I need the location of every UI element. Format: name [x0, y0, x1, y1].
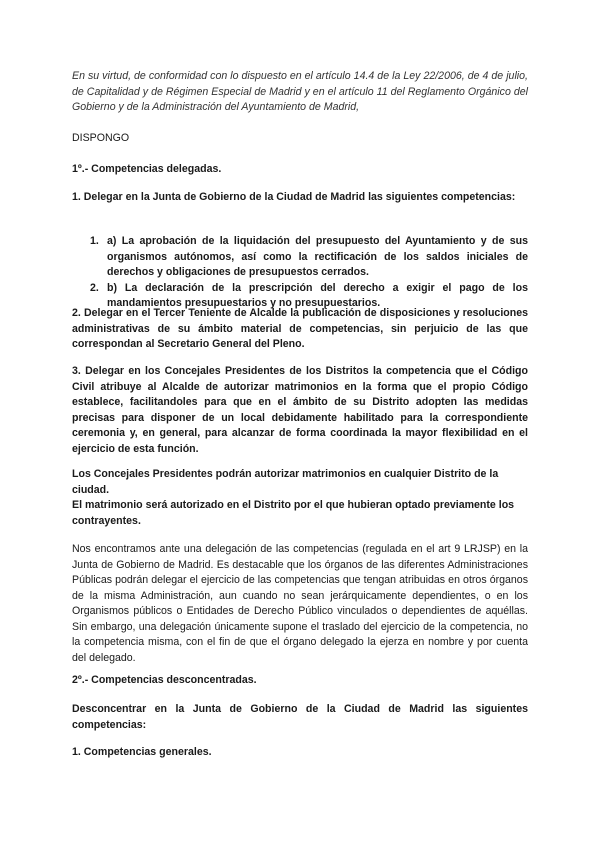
item-1-paragraph: 1. Delegar en la Junta de Gobierno de la Ciudad de Madrid las siguientes competencias: — [72, 191, 516, 203]
concejales-paragraph — [72, 467, 528, 529]
section-2-title: 2º.- Competencias desconcentradas. — [72, 674, 257, 686]
item-3-paragraph: 3. Delegar en los Concejales Presidentes de los Distritos la competencia que el Código Civil atribuye al Alcalde de autorizar matrimonios en la forma que el propio Código establece, facilitandoles para que en el ámbito de su Distrito adopten las medidas precisas para disponer de un local debidamente habilitado para la correspondiente ceremonia y, en general, para alcanzar de forma coordinada la mayor flexibilidad en el ejercicio de esta función. — [72, 365, 528, 455]
item-2-paragraph: 2. Delegar en el Tercer Teniente de Alcalde la publicación de disposiciones y resoluciones administrativas de su ámbito material de competencias, sin perjuicio de las que correspondan al Secretario General del Pleno. — [72, 307, 528, 350]
commentary-paragraph: Nos encontramos ante una delegación de las competencias (regulada en el art 9 LRJSP) en la Junta de Gobierno de Madrid. Es destacable que los órganos de las diferentes Administraciones Públicas podrán delegar el ejercicio de las competencias que tengan atribuidas en otros órganos de la misma Administración, aun cuando no sean jerárquicamente dependientes, o en los Organismos públicos o Entidades de Derecho Público vinculados o dependientes de aquéllas. Sin embargo, una delegación únicamente supone el traslado del ejercicio de la competencia, no la competencia misma, con el fin de que el órgano delegado la ejerza en nombre y por cuenta del delegado. — [72, 543, 528, 664]
concejales-line-1: Los Concejales Presidentes podrán autorizar matrimonios en cualquier Distrito de la ciudad. — [72, 468, 499, 496]
dispongo-heading: DISPONGO — [72, 132, 130, 144]
list-item-text: a) La aprobación de la liquidación del presupuesto del Ayuntamiento y de sus organismos autónomos, así como la rectificación de los saldos iniciales de derechos y obligaciones de presupuestos cerrados. — [107, 235, 528, 278]
subsection-1-title: 1. Competencias generales. — [72, 746, 212, 758]
intro-paragraph: En su virtud, de conformidad con lo dispuesto en el artículo 14.4 de la Ley 22/2006, de 4 de julio, de Capitalidad y de Régimen Especial de Madrid y en el artículo 11 del Reglamento Orgánico del Gobierno y de la Administración del Ayuntamiento de Madrid, — [72, 70, 528, 113]
list-item — [90, 234, 528, 281]
list-item-number: 1. — [90, 235, 99, 247]
desconcentrar-paragraph: Desconcentrar en la Junta de Gobierno de la Ciudad de Madrid las siguientes competencias: — [72, 703, 528, 731]
concejales-line-2: El matrimonio será autorizado en el Distrito por el que hubieran optado previamente los contrayentes. — [72, 499, 515, 527]
section-1-title: 1º.- Competencias delegadas. — [72, 163, 222, 175]
list-item-text: b) La declaración de la prescripción del derecho a exigir el pago de los mandamientos presupuestarios y no presupuestarios. — [107, 281, 528, 309]
list-item-number: 2. — [90, 281, 99, 294]
sub-competencies-list — [90, 234, 528, 312]
